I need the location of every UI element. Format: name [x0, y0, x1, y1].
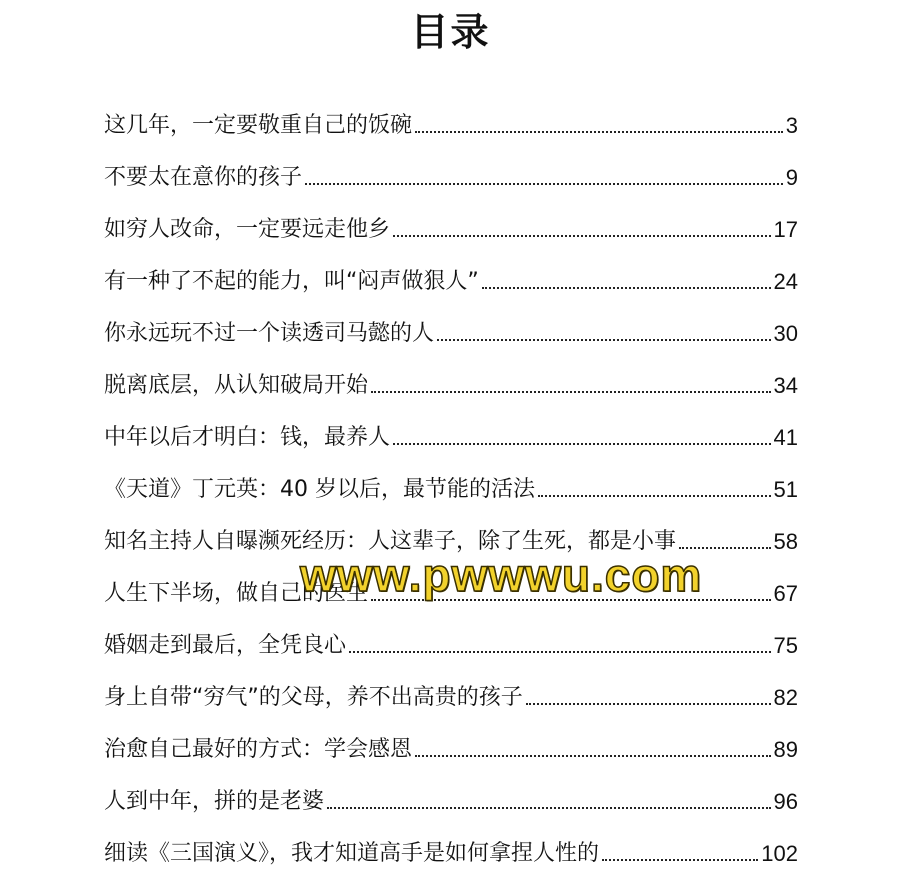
- toc-entry-title: 婚姻走到最后，全凭良心: [104, 633, 347, 658]
- toc-entry-title: 这几年，一定要敬重自己的饭碗: [104, 113, 413, 138]
- toc-entry[interactable]: [104, 670, 798, 722]
- toc-dot-leader: [538, 495, 771, 497]
- toc-entry-page: 67: [773, 581, 798, 606]
- toc-dot-leader: [437, 339, 771, 341]
- watermark: www.pwwwu.com: [300, 549, 703, 601]
- toc-entry[interactable]: [104, 98, 798, 150]
- toc-entry[interactable]: [104, 202, 798, 254]
- toc-entry-page: 3: [785, 113, 798, 138]
- toc-entry-title: 细读《三国演义》，我才知道高手是如何拿捏人性的: [104, 841, 600, 866]
- toc-entry[interactable]: [104, 410, 798, 462]
- toc-dot-leader: [415, 131, 783, 133]
- table-of-contents: [104, 98, 798, 878]
- toc-entry[interactable]: [104, 306, 798, 358]
- toc-entry-page: 96: [773, 789, 798, 814]
- toc-entry-title: 你永远玩不过一个读透司马懿的人: [104, 321, 435, 346]
- toc-dot-leader: [393, 443, 771, 445]
- toc-entry-title: 《天道》丁元英：40 岁以后，最节能的活法: [104, 477, 535, 502]
- toc-entry-page: 30: [773, 321, 798, 346]
- toc-dot-leader: [305, 183, 783, 185]
- toc-dot-leader: [349, 651, 771, 653]
- toc-entry-page: 89: [773, 737, 798, 762]
- toc-entry-page: 82: [773, 685, 798, 710]
- toc-entry-title: 脱离底层，从认知破局开始: [104, 373, 369, 398]
- toc-entry[interactable]: [104, 462, 798, 514]
- toc-entry-page: 17: [773, 217, 798, 242]
- toc-entry-page: 51: [773, 477, 798, 502]
- toc-entry-page: 102: [761, 841, 798, 866]
- toc-dot-leader: [482, 287, 771, 289]
- page-title: 目录: [410, 10, 491, 54]
- toc-entry[interactable]: [104, 150, 798, 202]
- toc-dot-leader: [393, 235, 771, 237]
- toc-entry-title: 治愈自己最好的方式：学会感恩: [104, 737, 413, 762]
- toc-dot-leader: [371, 391, 771, 393]
- toc-entry-title: 如穷人改命，一定要远走他乡: [104, 217, 391, 242]
- toc-entry-page: 9: [785, 165, 798, 190]
- toc-entry[interactable]: [104, 618, 798, 670]
- toc-dot-leader: [602, 859, 758, 861]
- toc-entry-title: 身上自带“穷气”的父母，养不出高贵的孩子: [104, 685, 523, 710]
- toc-entry[interactable]: [104, 826, 798, 878]
- toc-entry-title: 不要太在意你的孩子: [104, 165, 303, 190]
- toc-entry-title: 有一种了不起的能力，叫“闷声做狠人”: [104, 269, 479, 294]
- toc-entry[interactable]: [104, 358, 798, 410]
- toc-entry[interactable]: [104, 722, 798, 774]
- toc-entry-title: 人生下半场，做自己的医生: [104, 581, 369, 606]
- toc-entry-title: 中年以后才明白：钱，最养人: [104, 425, 391, 450]
- toc-entry-page: 41: [773, 425, 798, 450]
- toc-entry-title: 人到中年，拼的是老婆: [104, 789, 325, 814]
- toc-entry-page: 75: [773, 633, 798, 658]
- toc-dot-leader: [327, 807, 771, 809]
- toc-entry-page: 34: [773, 373, 798, 398]
- toc-entry-page: 24: [773, 269, 798, 294]
- toc-dot-leader: [415, 755, 771, 757]
- toc-dot-leader: [526, 703, 771, 705]
- toc-entry-title: 知名主持人自曝濒死经历：人这辈子，除了生死，都是小事: [104, 529, 677, 554]
- toc-entry-page: 58: [773, 529, 798, 554]
- toc-entry[interactable]: [104, 254, 798, 306]
- toc-entry[interactable]: [104, 774, 798, 826]
